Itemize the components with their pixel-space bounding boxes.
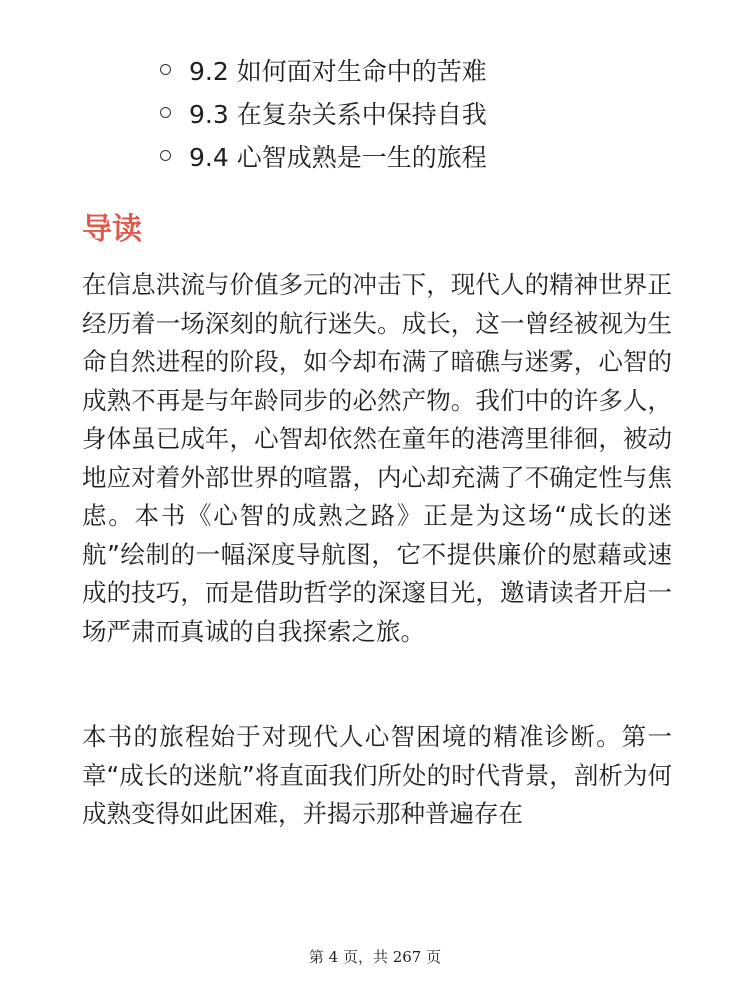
circle-bullet-icon bbox=[160, 150, 171, 161]
toc-item-label: 9.3 在复杂关系中保持自我 bbox=[189, 99, 487, 129]
toc-list bbox=[160, 48, 487, 177]
toc-item-9-4[interactable] bbox=[160, 134, 487, 177]
toc-item-label: 9.4 心智成熟是一生的旅程 bbox=[189, 142, 487, 172]
section-title: 导读 bbox=[82, 212, 142, 247]
toc-item-9-3[interactable] bbox=[160, 91, 487, 134]
toc-item-9-2[interactable] bbox=[160, 48, 487, 91]
toc-item-label: 9.2 如何面对生命中的苦难 bbox=[189, 56, 487, 86]
body-paragraph-2: 本书的旅程始于对现代人心智困境的精准诊断。第一章“成长的迷航”将直面我们所处的时代背景，剖析为何成熟变得如此困难，并揭示那种普遍存在 bbox=[82, 722, 672, 828]
page-number-footer: 第 4 页，共 267 页 bbox=[308, 948, 442, 966]
circle-bullet-icon bbox=[160, 107, 171, 118]
body-paragraph-1: 在信息洪流与价值多元的冲击下，现代人的精神世界正经历着一场深刻的航行迷失。成长，这一曾经被视为生命自然进程的阶段，如今却布满了暗礁与迷雾，心智的成熟不再是与年龄同步的必然产物。我们中的许多人，身体虽已成年，心智却依然在童年的港湾里徘徊，被动地应对着外部世界的喧嚣，内心却充满了不确定性与焦虑。本书《心智的成熟之路》正是为这场“成长的迷航”绘制的一幅深度导航图，它不提供廉价的慰藉或速成的技巧，而是借助哲学的深邃目光，邀请读者开启一场严肃而真诚的自我探索之旅。 bbox=[82, 270, 672, 646]
circle-bullet-icon bbox=[160, 64, 171, 75]
